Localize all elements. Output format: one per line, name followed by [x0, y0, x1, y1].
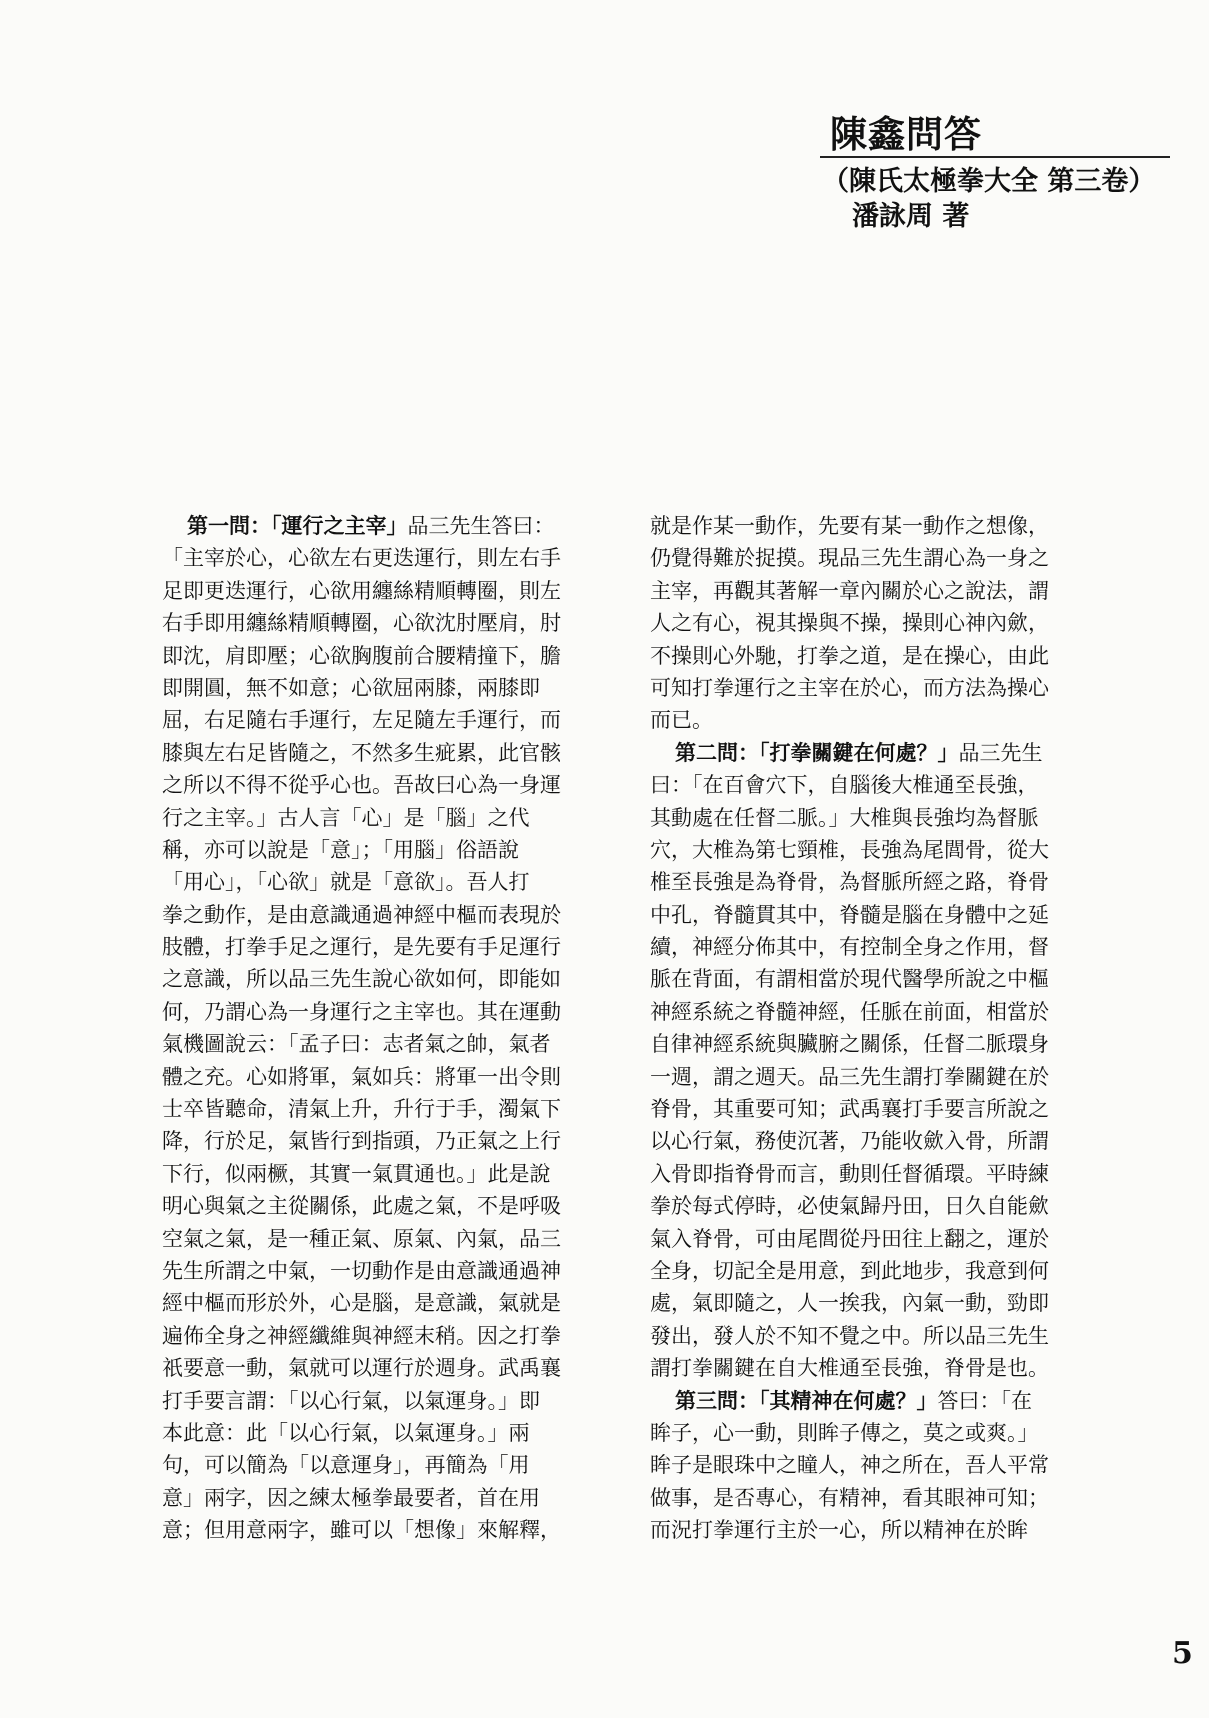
text-line: [162, 1061, 597, 1093]
text-line: [650, 1385, 1085, 1417]
line-text: 做事，是否專心，有精神，看其眼神可知；: [650, 1485, 1049, 1510]
line-text: 脊骨，其重要可知；武禹襄打手要言所說之: [650, 1097, 1049, 1122]
line-text: 空氣之氣，是一種正氣、原氣、內氣，品三: [162, 1226, 561, 1251]
line-text: 「主宰於心，心欲左右更迭運行，則左右手: [162, 546, 561, 571]
text-line: [650, 1158, 1085, 1190]
line-text: 入骨即指脊骨而言，動則任督循環。平時練: [650, 1161, 1049, 1186]
text-line: [650, 1514, 1085, 1546]
line-text: 神經系統之脊髓神經，任脈在前面，相當於: [650, 999, 1049, 1024]
text-line: [650, 1482, 1085, 1514]
header: [830, 112, 1180, 156]
text-line: [650, 640, 1085, 672]
line-text: 體之充。心如將軍，氣如兵：將軍一出令則: [162, 1064, 561, 1089]
line-text: 曰：「在百會穴下，自腦後大椎通至長強，: [650, 773, 1039, 798]
line-text: 自律神經系統與臟腑之關係，任督二脈環身: [650, 1032, 1049, 1057]
text-line: [162, 1190, 597, 1222]
line-text: 續，神經分佈其中，有控制全身之作用，督: [650, 935, 1049, 960]
line-text: 氣機圖說云：「孟子曰：志者氣之帥，氣者: [162, 1032, 551, 1057]
line-text: 經中樞而形於外，心是腦，是意識，氣就是: [162, 1291, 561, 1316]
text-line: [162, 931, 597, 963]
article-title: 陳鑫問答: [830, 112, 982, 156]
line-text: 人之有心，視其操與不操，操則心神內歛，: [650, 611, 1049, 636]
text-line: [650, 834, 1085, 866]
line-text: 句，可以簡為「以意運身」，再簡為「用: [162, 1453, 530, 1478]
question-heading: 第三問：「其精神在何處？」: [675, 1387, 938, 1413]
line-text: 其動處在任督二脈。」大椎與長強均為督脈: [650, 805, 1039, 830]
text-line: [650, 1223, 1085, 1255]
text-line: [162, 802, 597, 834]
line-text: 全身，切記全是用意，到此地步，我意到何: [650, 1258, 1049, 1283]
text-line: [162, 640, 597, 672]
text-line: [650, 1190, 1085, 1222]
text-line: [162, 996, 597, 1028]
line-text: 即開圓，無不如意；心欲屈兩膝，兩膝即: [162, 675, 540, 700]
text-line: [162, 1385, 597, 1417]
text-line: [162, 1255, 597, 1287]
line-text: 遍佈全身之神經纖維與神經末稍。因之打拳: [162, 1323, 561, 1348]
text-line: [162, 1093, 597, 1125]
line-text: 眸子是眼珠中之瞳人，神之所在，吾人平常: [650, 1453, 1049, 1478]
text-line: [162, 510, 597, 542]
text-line: [650, 1125, 1085, 1157]
line-text: 謂打拳關鍵在自大椎通至長強，脊骨是也。: [650, 1356, 1049, 1381]
line-text: 拳之動作，是由意識通過神經中樞而表現於: [162, 902, 561, 927]
line-text: 「用心」，「心欲」就是「意欲」。吾人打: [162, 870, 530, 895]
line-text: 脈在背面，有謂相當於現代醫學所說之中樞: [650, 967, 1049, 992]
text-line: [650, 607, 1085, 639]
line-text: 穴，大椎為第七頸椎，長強為尾閭骨，從大: [650, 837, 1049, 862]
line-text: 可知打拳運行之主宰在於心，而方法為操心: [650, 675, 1049, 700]
line-text: 之意識，所以品三先生說心欲如何，即能如: [162, 967, 561, 992]
text-line: [650, 931, 1085, 963]
page-number: 5: [1172, 1636, 1193, 1671]
line-text: 以心行氣，務使沉著，乃能收歛入骨，所謂: [650, 1129, 1049, 1154]
text-line: [650, 1028, 1085, 1060]
line-text: 意；但用意兩字，雖可以「想像」來解釋，: [162, 1518, 561, 1543]
line-text: 屈，右足隨右手運行，左足隨左手運行，而: [162, 708, 561, 733]
article-subtitle: （陳氏太極拳大全 第三卷）: [822, 166, 1156, 197]
text-line: [162, 1482, 597, 1514]
line-text: 下行，似兩橛，其實一氣貫通也。」此是說: [162, 1161, 551, 1186]
line-text: 氣入脊骨，可由尾閭從丹田往上翻之，運於: [650, 1226, 1049, 1251]
left-column: [162, 510, 597, 1547]
text-line: [162, 769, 597, 801]
line-text: 處，氣即隨之，人一挨我，內氣一動，勁即: [650, 1291, 1049, 1316]
text-line: [162, 737, 597, 769]
line-text: 主宰，再觀其著解一章內關於心之說法，謂: [650, 578, 1049, 603]
article-author: 潘詠周 著: [852, 201, 970, 232]
text-line: [650, 542, 1085, 574]
line-text: 發出，發人於不知不覺之中。所以品三先生: [650, 1323, 1049, 1348]
text-line: [162, 899, 597, 931]
question-heading: 第一問：「運行之主宰」: [187, 513, 408, 538]
text-line: [162, 1028, 597, 1060]
text-line: [650, 1449, 1085, 1481]
line-text: 椎至長強是為脊骨，為督脈所經之路，脊骨: [650, 870, 1049, 895]
line-text: 先生所謂之中氣，一切動作是由意識通過神: [162, 1258, 561, 1283]
text-line: [650, 1061, 1085, 1093]
text-line: [162, 1449, 597, 1481]
text-line: [650, 704, 1085, 736]
text-line: [162, 963, 597, 995]
text-line: [650, 1352, 1085, 1384]
text-line: [650, 899, 1085, 931]
text-line: [650, 1287, 1085, 1319]
line-text: 品三先生: [958, 740, 1043, 765]
line-text: 眸子，心一動，則眸子傳之，莫之或爽。」: [650, 1420, 1039, 1445]
line-text: 稱，亦可以說是「意」；「用腦」俗語說: [162, 837, 519, 862]
text-line: [162, 1125, 597, 1157]
text-line: [650, 672, 1085, 704]
text-line: [162, 1417, 597, 1449]
text-line: [650, 802, 1085, 834]
text-line: [162, 1320, 597, 1352]
line-text: 右手即用纏絲精順轉圈，心欲沈肘壓肩，肘: [162, 611, 561, 636]
line-text: 打手要言謂：「以心行氣，以氣運身。」即: [162, 1388, 540, 1413]
right-column: [650, 510, 1085, 1547]
line-text: 品三先生答曰：: [407, 514, 555, 538]
line-text: 肢體，打拳手足之運行，是先要有手足運行: [162, 935, 561, 960]
line-text: 本此意：此「以心行氣，以氣運身。」兩: [162, 1420, 530, 1445]
text-line: [162, 1223, 597, 1255]
line-text: 仍覺得難於捉摸。現品三先生謂心為一身之: [650, 546, 1049, 571]
text-line: [162, 704, 597, 736]
text-line: [650, 1255, 1085, 1287]
line-text: 一週，謂之週天。品三先生謂打拳關鍵在於: [650, 1064, 1049, 1089]
text-line: [162, 1514, 597, 1546]
text-line: [650, 737, 1085, 769]
line-text: 祇要意一動，氣就可以運行於週身。武禹襄: [162, 1356, 561, 1381]
text-line: [650, 1320, 1085, 1352]
text-line: [162, 834, 597, 866]
line-text: 行之主宰。」古人言「心」是「腦」之代: [162, 805, 530, 830]
text-line: [162, 607, 597, 639]
text-line: [162, 866, 597, 898]
text-line: [650, 1417, 1085, 1449]
text-line: [650, 996, 1085, 1028]
text-line: [162, 1158, 597, 1190]
text-line: [650, 769, 1085, 801]
text-line: [650, 963, 1085, 995]
text-line: [650, 575, 1085, 607]
line-text: 士卒皆聽命，清氣上升，升行于手，濁氣下: [162, 1097, 561, 1122]
line-text: 即沈，肩即壓；心欲胸腹前合腰精撞下，膽: [162, 643, 561, 668]
line-text: 而況打拳運行主於一心，所以精神在於眸: [650, 1518, 1028, 1543]
text-line: [162, 575, 597, 607]
line-text: 中孔，脊髓貫其中，脊髓是腦在身體中之延: [650, 902, 1049, 927]
title-rule: [820, 156, 1170, 158]
line-text: 降，行於足，氣皆行到指頭，乃正氣之上行: [162, 1129, 561, 1154]
line-text: 之所以不得不從乎心也。吾故曰心為一身運: [162, 773, 561, 798]
line-text: 膝與左右足皆隨之，不然多生疵累，此官骸: [162, 740, 561, 765]
text-line: [650, 510, 1085, 542]
line-text: 答曰：「在: [937, 1388, 1032, 1413]
line-text: 就是作某一動作，先要有某一動作之想像，: [650, 514, 1049, 538]
line-text: 何，乃謂心為一身運行之主宰也。其在運動: [162, 999, 561, 1024]
text-line: [162, 1287, 597, 1319]
line-text: 不操則心外馳，打拳之道，是在操心，由此: [650, 643, 1049, 668]
line-text: 意」兩字，因之練太極拳最要者，首在用: [162, 1485, 540, 1510]
question-heading: 第二問：「打拳關鍵在何處？」: [675, 739, 959, 765]
text-line: [650, 866, 1085, 898]
line-text: 足即更迭運行，心欲用纏絲精順轉圈，則左: [162, 578, 561, 603]
text-line: [162, 672, 597, 704]
line-text: 拳於每式停時，必使氣歸丹田，日久自能歛: [650, 1194, 1049, 1219]
text-line: [650, 1093, 1085, 1125]
line-text: 而已。: [650, 708, 713, 733]
text-line: [162, 1352, 597, 1384]
text-line: [162, 542, 597, 574]
line-text: 明心與氣之主從關係，此處之氣，不是呼吸: [162, 1194, 561, 1219]
